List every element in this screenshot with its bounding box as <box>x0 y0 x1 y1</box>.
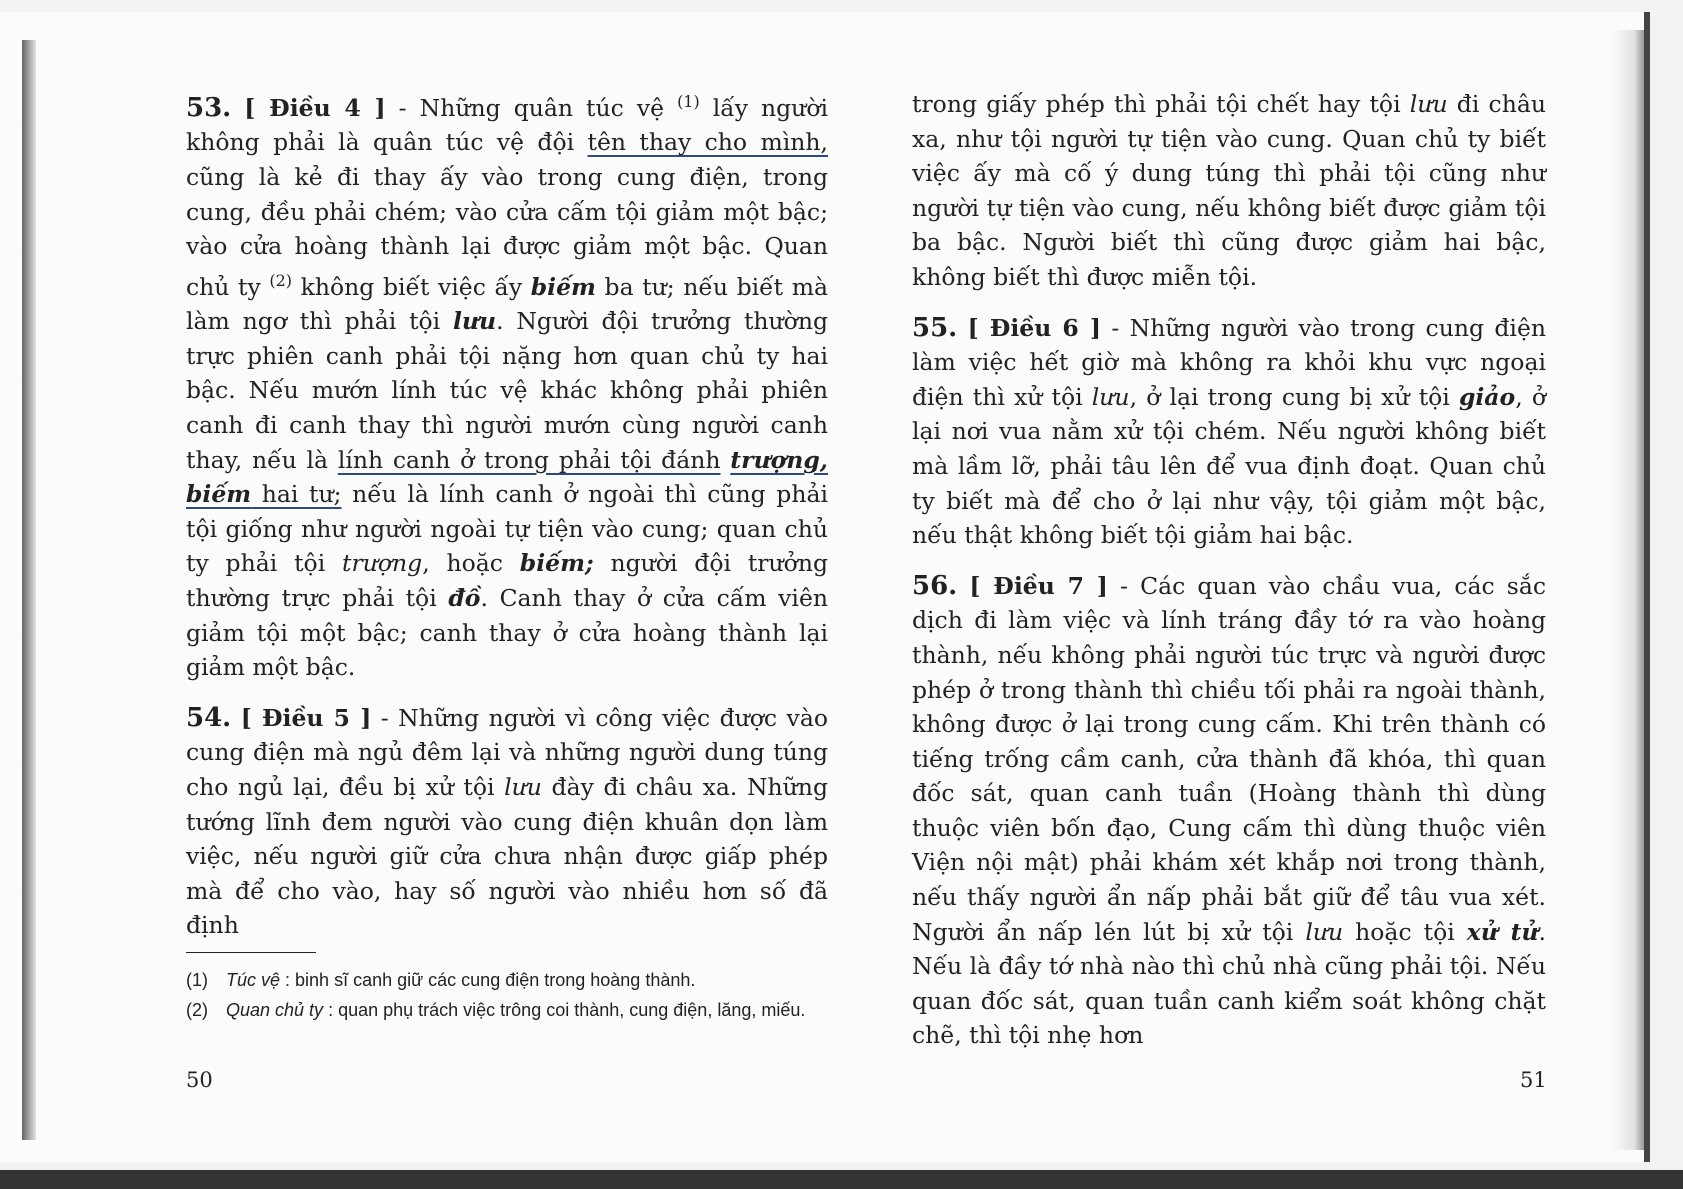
article-54: 54. [ Điều 5 ] - Những người vì công việc được vào cung điện mà ngủ đêm lại và những người dung túng cho ngủ lại, đều bị xử tội lưu đày đi châu xa. Những tướng lĩnh đem người vào cung điện khuân dọn làm việc, nếu người giữ cửa chưa nhận được giấp phép mà để cho vào, hay số người vào nhiều hơn số đã định <box>186 702 828 940</box>
page-number-right: 51 <box>1520 1068 1547 1092</box>
legal-term: trượng, biếm <box>186 445 828 509</box>
left-page-body <box>186 85 828 959</box>
legal-term: lưu <box>1305 917 1344 946</box>
handwritten-underline: hai tư; <box>251 480 342 509</box>
page-number-left: 50 <box>186 1068 213 1092</box>
legal-term: giảo <box>1458 382 1516 411</box>
footnotes <box>186 952 836 1027</box>
scanner-bottom-edge <box>0 1170 1683 1189</box>
binding-shadow-left <box>22 40 36 1140</box>
legal-term: trượng <box>342 549 423 578</box>
legal-term: lưu <box>1409 90 1448 118</box>
legal-term: xử tử <box>1466 917 1539 946</box>
page-edge-right <box>1612 30 1644 1150</box>
legal-term: lưu <box>1091 382 1130 411</box>
legal-term: đồ <box>448 583 481 612</box>
legal-term: lưu <box>452 307 497 336</box>
article-55: 55. [ Điều 6 ] - Những người vào trong cung điện làm việc hết giờ mà không ra khỏi khu vực ngoại điện thì xử tội lưu, ở lại trong cung bị xử tội giảo, ở lại nơi vua nằm xử tội chém. Nếu người không biết mà lầm lỡ, phải tâu lên để vua định đoạt. Quan chủ ty biết mà để cho ở lại như vậy, tội giảm một bậc, nếu thật không biết tội giảm hai bậc. <box>912 312 1546 550</box>
article-number: 55. <box>912 312 958 343</box>
footnote-divider <box>186 952 316 953</box>
legal-term: biếm; <box>519 549 594 578</box>
handwritten-underline: tên thay cho mình, <box>587 128 828 157</box>
article-label: [ Điều 6 ] <box>967 313 1101 342</box>
article-number: 56. <box>912 570 958 601</box>
legal-term: biếm <box>530 272 596 301</box>
article-54-continuation: trong giấy phép thì phải tội chết hay tội lưu đi châu xa, như tội người tự tiện vào cung. Quan chủ ty biết việc ấy mà cố ý dung túng thì phải tội cũng như người tự tiện vào cung, nếu không biết được giảm tội ba bậc. Người biết thì cũng được giảm hai bậc, không biết thì được miễn tội. <box>912 90 1546 291</box>
footnote-ref: (1) <box>677 92 700 111</box>
article-number: 53. <box>186 92 232 123</box>
article-53: 53. [ Điều 4 ] - Những quân túc vệ $^{(1)}$ lấy người không phải là quân túc vệ đội tên thay cho mình, cũng là kẻ đi thay ấy vào trong cung điện, trong cung, đều phải chém; vào cửa cấm tội giảm một bậc; vào cửa hoàng thành lại được giảm một bậc. Quan chủ ty $^{(2)}$ không biết việc ấy biếm ba tư; nếu biết mà làm ngơ thì phải tội lưu. Người đội trưởng thường trực phiên canh phải tội nặng hơn quan chủ ty hai bậc. Nếu mướn lính túc vệ khác không phải phiên canh đi canh thay thì người mướn cùng người canh thay, nếu là lính canh ở trong phải tội đánh trượng, biếm hai tư; nếu là lính canh ở ngoài thì cũng phải tội giống như người ngoài tự tiện vào cung; quan chủ ty phải tội trượng, hoặc biếm; người đội trưởng thường trực phải tội đồ. Canh thay ở cửa cấm viên giảm tội một bậc; canh thay ở cửa hoàng thành lại giảm một bậc. <box>186 92 828 682</box>
article-number: 54. <box>186 702 232 733</box>
footnote-2: (2) Quan chủ ty : quan phụ trách việc trông coi thành, cung điện, lăng, miếu. <box>186 1000 806 1020</box>
article-label: [ Điều 5 ] <box>240 703 372 732</box>
footnote-ref: (2) <box>269 270 293 290</box>
right-page-body <box>912 87 1546 1069</box>
legal-term: lưu <box>504 772 542 801</box>
article-56: 56. [ Điều 7 ] - Các quan vào chầu vua, các sắc dịch đi làm việc và lính tráng đầy tớ ra vào hoàng thành, nếu không phải người túc trực và người được phép ở trong thành thì chiều tối phải ra ngoài thành, không được ở lại trong cung cấm. Khi trên thành có tiếng trống cầm canh, cửa thành đã khóa, thì quan đốc sát, quan canh tuần (Hoàng thành thì dùng thuộc viên bốn đạo, Cung cấm thì dùng thuộc viên Viện nội mật) phải khám xét khắp nơi trong thành, nếu thấy người ẩn nấp phải bắt giữ để tâu vua xét. Người ẩn nấp lén lút bị xử tội lưu hoặc tội xử tử. Nếu là đầy tớ nhà nào thì chủ nhà cũng phải tội. Nếu quan đốc sát, quan tuần canh kiểm soát không chặt chẽ, thì tội nhẹ hơn <box>912 570 1546 1050</box>
handwritten-underline: lính canh ở trong phải tội đánh <box>337 445 721 474</box>
article-label: [ Điều 7 ] <box>969 571 1108 600</box>
footnote-1: (1) Túc vệ : binh sĩ canh giữ các cung điện trong hoàng thành. <box>186 970 696 990</box>
article-label: [ Điều 4 ] <box>244 93 386 122</box>
